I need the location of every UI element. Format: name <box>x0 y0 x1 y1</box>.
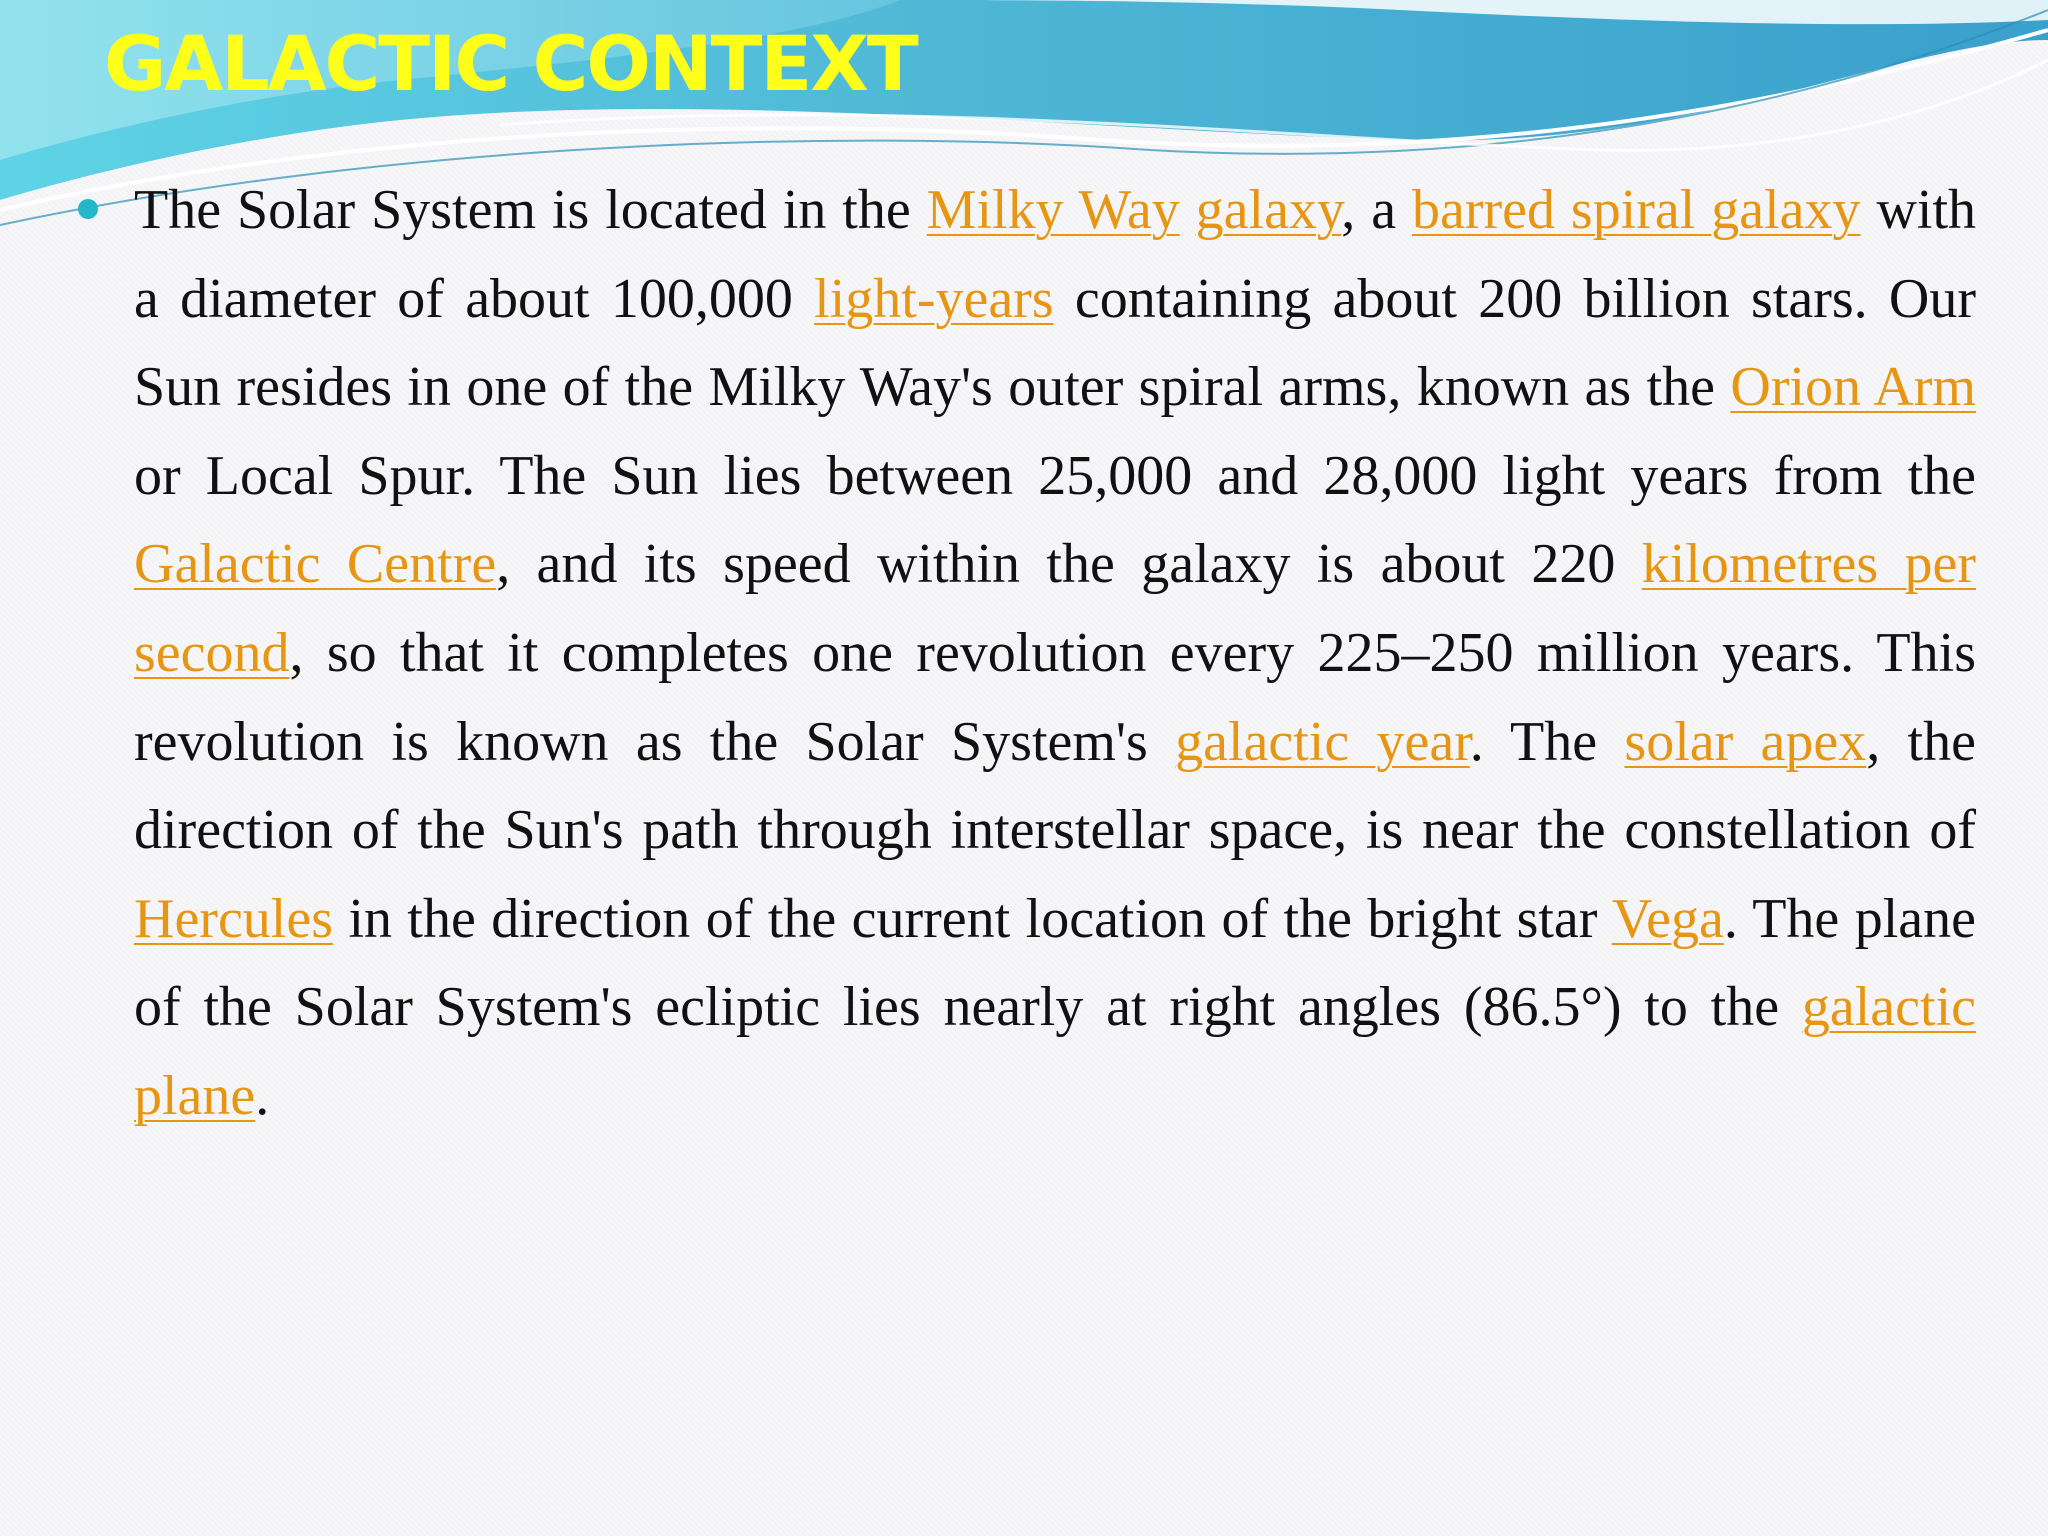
body-text: . The plane of the Solar System's ecliptic lies nearly at right angles (86.5°) to the <box>134 887 1976 1039</box>
link-barred-spiral-galaxy[interactable]: barred spiral galaxy <box>1412 179 1861 241</box>
link-galaxy[interactable]: galaxy <box>1195 179 1342 241</box>
link-kilometres-per-second[interactable]: kilometres per second <box>134 533 1976 684</box>
link-light-years[interactable]: light-years <box>814 267 1054 330</box>
link-galactic-year[interactable]: galactic year <box>1175 710 1470 773</box>
link-hercules[interactable]: Hercules <box>134 887 334 950</box>
body-text: with a diameter of about 100,000 <box>134 179 1977 330</box>
body-text: The Solar System is located in the <box>134 179 927 241</box>
bullet-icon <box>78 199 98 219</box>
body-text: , and its speed within the galaxy is about 220 <box>496 533 1642 596</box>
link-galactic-centre[interactable]: Galactic Centre <box>134 533 497 596</box>
link-galactic-plane[interactable]: galactic plane <box>134 976 1976 1127</box>
body-text: , a <box>1341 179 1412 241</box>
slide-title: GALACTIC CONTEXT <box>104 19 917 108</box>
body-paragraph <box>134 166 1976 1141</box>
body-text: or Local Spur. The Sun lies between 25,000 and 28,000 light years from the <box>134 444 1976 507</box>
link-solar-apex[interactable]: solar apex <box>1624 710 1867 773</box>
body-text: containing about 200 billion stars. Our Sun resides in one of the Milky Way's outer spiral arms, known as the <box>134 267 1976 419</box>
body-text: . <box>255 1064 270 1127</box>
body-text: , so that it completes one revolution every 225–250 million years. This revolution is known as the Solar System's <box>134 621 1976 773</box>
body-text: . The <box>1469 710 1625 773</box>
link-orion-arm[interactable]: Orion Arm <box>1730 356 1977 419</box>
link-vega[interactable]: Vega <box>1611 887 1724 950</box>
body-text: , the direction of the Sun's path through interstellar space, is near the constellation of <box>134 710 1976 862</box>
link-milky-way[interactable]: Milky Way <box>926 179 1180 241</box>
body-text: in the direction of the current location of the bright star <box>333 887 1612 950</box>
body-text <box>1180 179 1196 241</box>
